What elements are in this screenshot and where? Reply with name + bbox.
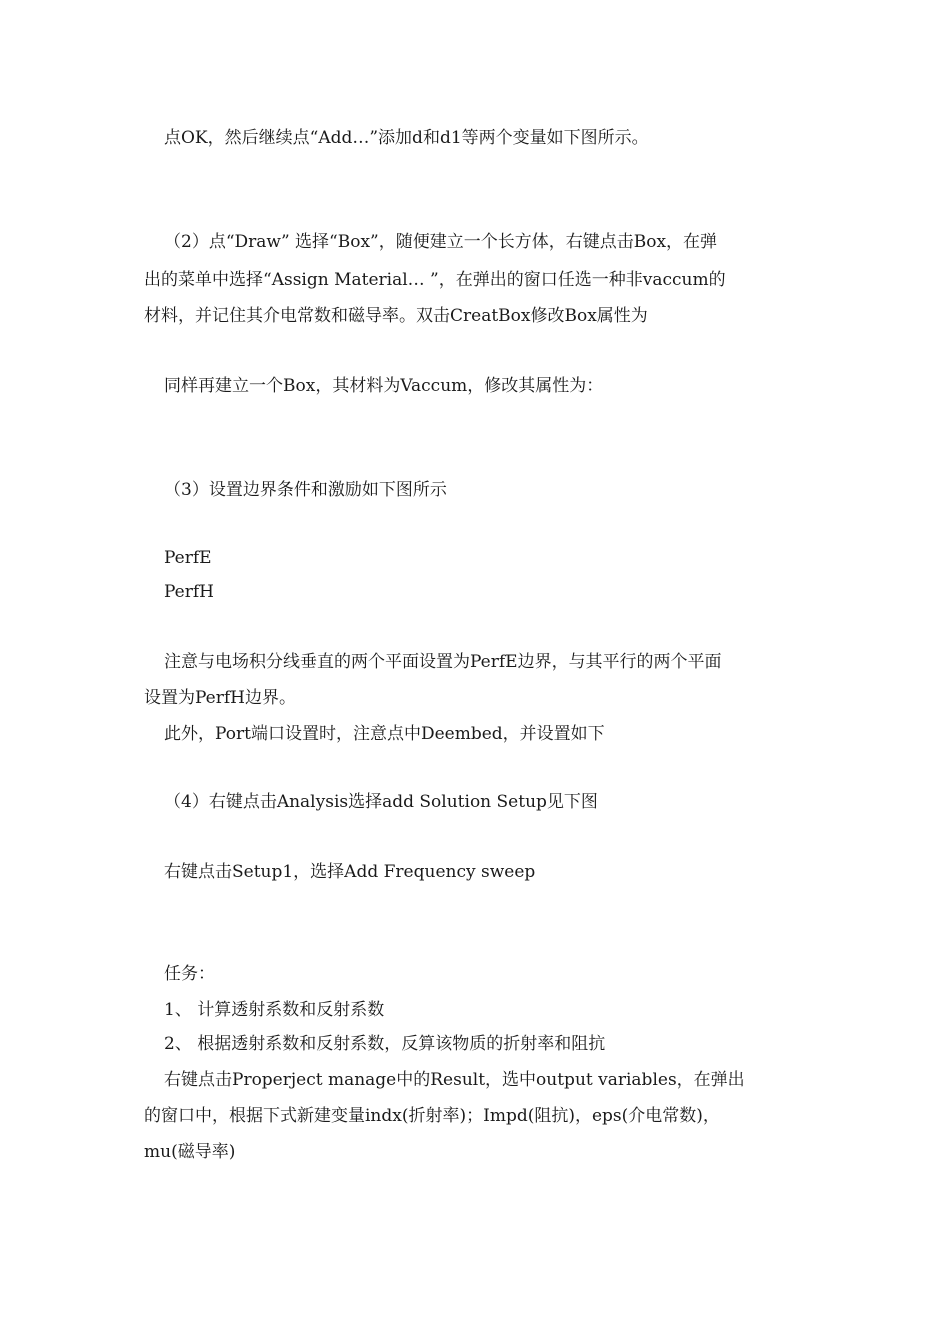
paragraph-draw-box-line-1: （2）点“Draw” 选择“Box”，随便建立一个长方体，右键点击Box，在弹 (164, 232, 718, 252)
paragraph-boundary-note-line-1: 注意与电场积分线垂直的两个平面设置为PerfE边界，与其平行的两个平面 (164, 652, 722, 672)
paragraph-frequency-sweep: 右键点击Setup1，选择Add Frequency sweep (164, 862, 536, 882)
heading-analysis-setup: （4）右键点击Analysis选择add Solution Setup见下图 (164, 792, 598, 812)
paragraph-boundary-note-line-2: 设置为PerfH边界。 (144, 688, 296, 708)
paragraph-second-box: 同样再建立一个Box，其材料为Vaccum，修改其属性为： (164, 376, 604, 396)
paragraph-draw-box-line-3: 材料，并记住其介电常数和磁导率。双击CreatBox修改Box属性为 (144, 306, 648, 326)
heading-tasks: 任务： (164, 964, 215, 984)
task-item-1: 1、 计算透射系数和反射系数 (164, 1000, 385, 1020)
heading-boundary-conditions: （3）设置边界条件和激励如下图所示 (164, 480, 447, 500)
paragraph-output-variables-line-3: mu(磁导率) (144, 1142, 236, 1162)
label-perfe: PerfE (164, 548, 212, 568)
paragraph-port-deembed: 此外，Port端口设置时，注意点中Deembed，并设置如下 (164, 724, 605, 744)
paragraph-output-variables-line-2: 的窗口中，根据下式新建变量indx(折射率)；Impd(阻抗)，eps(介电常数)， (144, 1106, 720, 1126)
paragraph-add-variables: 点OK，然后继续点“Add…”添加d和d1等两个变量如下图所示。 (164, 128, 649, 148)
paragraph-draw-box-line-2: 出的菜单中选择“Assign Material… ”，在弹出的窗口任选一种非vaccum的 (144, 270, 726, 290)
paragraph-output-variables-line-1: 右键点击Properject manage中的Result，选中output variables，在弹出 (164, 1070, 745, 1090)
task-item-2: 2、 根据透射系数和反射系数，反算该物质的折射率和阻抗 (164, 1034, 606, 1054)
label-perfh: PerfH (164, 582, 214, 602)
